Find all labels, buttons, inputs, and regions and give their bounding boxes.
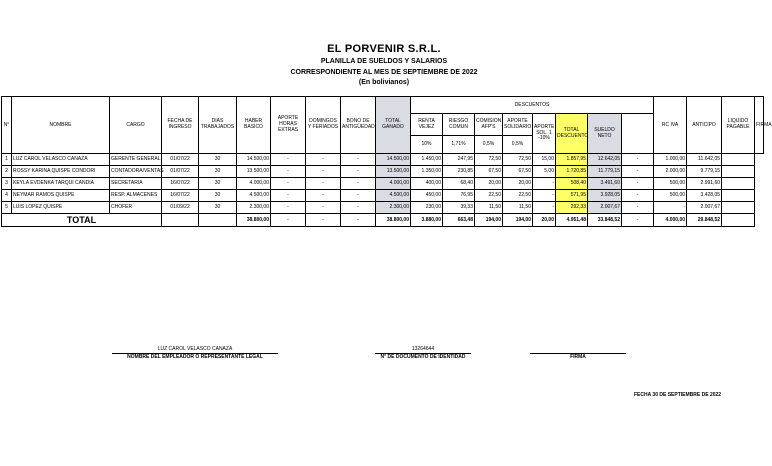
col-header-rc-iva: RC IVA [654,97,687,154]
document-currency: (En bolivianos) [358,79,410,86]
cell-n: 5 [2,202,12,214]
col-header-sueldo-neto: SUELDO NETO [588,114,622,154]
document-date: FECHA 30 DE SEPTIEMBRE DE 2022 [634,392,722,398]
document-title: PLANILLA DE SUELDOS Y SALARIOS [320,58,448,65]
total-rciva: - [622,214,654,227]
cell-sol-nac: - [533,178,556,190]
table-row [2,178,764,190]
col-header-antiguedad: BONO DE ANTIGÜEDAD [341,97,376,154]
cell-neto: 12.642,05 [588,154,622,166]
cell-haber: 14.500,00 [237,154,271,166]
empty-cell [722,214,755,227]
ci-value: 13264644 [411,346,435,352]
table-row [2,202,764,214]
cell-bono: - [341,202,376,214]
total-bono: - [341,214,376,227]
cell-nombre: LUIS LOPEZ QUISPE [12,202,110,214]
total-solidario: 194,00 [503,214,533,227]
col-header-descuentos: DESCUENTOS [411,97,654,114]
col-header-aporte-sol-nac: APORTE SOL. 1 -10% [533,114,556,154]
cell-renta: 1.350,00 [411,166,443,178]
col-header-riesgo-comun: RIESGO COMUN [443,114,475,136]
col-header-dominicales: DOMINGOS Y FERIADOS [306,97,341,154]
cell-renta: 230,00 [411,202,443,214]
cell-haber: 13.500,00 [237,166,271,178]
cell-neto: 3.491,60 [588,178,622,190]
cell-horas: - [271,202,306,214]
cell-cargo: RESP. ALMACENES [110,190,162,202]
cell-dias: 30 [199,154,237,166]
cell-sol-nac: 15,00 [533,154,556,166]
cell-haber: 4.500,00 [237,190,271,202]
cell-liquido: 2.007,67 [687,202,722,214]
col-header-n: N° [2,97,12,154]
cell-firma [722,178,755,190]
cell-solidario: 72,50 [503,154,533,166]
cell-renta: 400,00 [411,178,443,190]
total-total-desc: 4.951,48 [556,214,588,227]
cell-comision: 22,50 [475,190,503,202]
cell-fecha: 16/07/22 [162,178,199,190]
col-header-aporte-solidario: APORTE SOLIDARIO [503,114,533,136]
cell-renta: 450,00 [411,190,443,202]
cell-firma [722,202,755,214]
cell-dias: 30 [199,178,237,190]
cell-firma [722,166,755,178]
total-haber: 38.800,00 [237,214,271,227]
cell-dom: - [306,178,341,190]
col-header-cargo: CARGO [110,97,162,154]
cell-anticipo: 500,00 [654,190,687,202]
cell-fecha: 01/07/22 [162,154,199,166]
cell-solidario: 22,50 [503,190,533,202]
cell-total-ganado: 14.500,00 [376,154,411,166]
cell-anticipo: 1.000,00 [654,154,687,166]
col-header-horas-extras: APORTE HORAS EXTRAS [271,97,306,154]
cell-haber: 4.000,00 [237,178,271,190]
cell-n: 1 [2,154,12,166]
total-liquido: 29.848,52 [687,214,722,227]
cell-dom: - [306,202,341,214]
col-header-renta-vejez: RENTA VEJEZ [411,114,443,136]
cell-riesgo: 247,95 [443,154,475,166]
total-riesgo: 663,48 [443,214,475,227]
cell-total-ganado: 4.000,00 [376,178,411,190]
employer-label: NOMBRE DEL EMPLEADOR O REPRESENTANTE LEGAL [112,353,278,360]
cell-fecha: 01/09/22 [162,202,199,214]
totals-row [2,214,764,227]
cell-total-ganado: 4.500,00 [376,190,411,202]
cell-horas: - [271,154,306,166]
cell-bono: - [341,166,376,178]
cell-dias: 30 [199,190,237,202]
cell-nombre: ROSSY KARINA QUISPE CONDORI [12,166,110,178]
cell-liquido: 9.779,15 [687,166,722,178]
cell-anticipo: - [654,202,687,214]
cell-solidario: 67,50 [503,166,533,178]
ci-label: N° DE DOCUMENTO DE IDENTIDAD [375,353,471,360]
pct-riesgo: 1,71% [443,136,475,154]
cell-firma [722,190,755,202]
cell-comision: 11,50 [475,202,503,214]
empty-cell [199,214,237,227]
cell-riesgo: 68,40 [443,178,475,190]
table-row [2,154,764,166]
table-row [2,166,764,178]
col-header-fecha-ingreso: FECHA DE INGRESO [162,97,199,154]
cell-nombre: NEYMAR RAMOS QUISPE [12,190,110,202]
document-period: CORRESPONDIENTE AL MES DE SEPTIEMBRE DE 2022 [290,69,478,76]
cell-comision: 67,50 [475,166,503,178]
cell-total-ganado: 13.500,00 [376,166,411,178]
cell-liquido: 3.428,05 [687,190,722,202]
cell-riesgo: 39,33 [443,202,475,214]
total-horas: - [271,214,306,227]
col-header-total-ganado: TOTAL GANADO [376,97,411,154]
cell-rciva: - [622,202,654,214]
total-neto: 33.848,52 [588,214,622,227]
cell-bono: - [341,154,376,166]
cell-n: 3 [2,178,12,190]
firma-signature-block [530,346,626,360]
cell-comision: 20,00 [475,178,503,190]
col-header-total-descuento: TOTAL DESCUENTO [556,114,588,154]
cell-rciva: - [622,178,654,190]
cell-rciva: - [622,154,654,166]
col-header-liquido: LIQUIDO PAGABLE [722,97,755,154]
cell-total-desc: 292,33 [556,202,588,214]
cell-dias: 30 [199,202,237,214]
total-anticipo: 4.000,00 [654,214,687,227]
cell-cargo: CHOFER [110,202,162,214]
pct-solidario: 0,5% [503,136,533,154]
firma-label: FIRMA [530,353,626,360]
col-header-haber: HABER BASICO [237,97,271,154]
pct-renta: 10% [411,136,443,154]
cell-neto: 11.779,15 [588,166,622,178]
cell-rciva: - [622,166,654,178]
cell-horas: - [271,190,306,202]
table-row [2,190,764,202]
cell-riesgo: 76,95 [443,190,475,202]
cell-comision: 72,50 [475,154,503,166]
total-label: TOTAL [2,214,162,227]
cell-horas: - [271,178,306,190]
empty-cell [162,214,199,227]
cell-dias: 30 [199,166,237,178]
total-renta: 3.880,00 [411,214,443,227]
cell-liquido: 11.642,05 [687,154,722,166]
cell-haber: 2.300,00 [237,202,271,214]
payroll-table [1,96,772,227]
col-header-comision-afp: COMISION AFP'S [475,114,503,136]
cell-fecha: 01/07/22 [162,166,199,178]
total-comision: 194,00 [475,214,503,227]
cell-total-desc: 571,95 [556,190,588,202]
cell-neto: 2.007,67 [588,202,622,214]
col-header-anticipo: ANTICIPO [687,97,722,154]
cell-riesgo: 230,85 [443,166,475,178]
cell-total-desc: 1.857,95 [556,154,588,166]
cell-anticipo: 500,00 [654,178,687,190]
cell-firma [722,154,755,166]
cell-horas: - [271,166,306,178]
total-total-ganado: 38.800,00 [376,214,411,227]
cell-sol-nac: 5,00 [533,166,556,178]
cell-total-desc: 508,40 [556,178,588,190]
cell-renta: 1.450,00 [411,154,443,166]
col-header-nombre: NOMBRE [12,97,110,154]
cell-cargo: CONTADORA/VENTAS [110,166,162,178]
cell-cargo: SECRETARIA [110,178,162,190]
total-dom: - [306,214,341,227]
cell-sol-nac: - [533,190,556,202]
cell-anticipo: 2.000,00 [654,166,687,178]
cell-neto: 3.928,05 [588,190,622,202]
employer-signature-block [112,346,278,360]
ci-signature-block [375,346,471,360]
cell-nombre: KEYLA EVDENKA TARQUI CANDIA [12,178,110,190]
cell-total-ganado: 2.300,00 [376,202,411,214]
cell-liquido: 2.991,60 [687,178,722,190]
company-name: EL PORVENIR S.R.L. [327,43,441,55]
cell-sol-nac: - [533,202,556,214]
cell-n: 2 [2,166,12,178]
col-header-dias: DIAS TRABAJADOS [199,97,237,154]
cell-fecha: 16/07/22 [162,190,199,202]
cell-bono: - [341,190,376,202]
cell-solidario: 20,00 [503,178,533,190]
cell-dom: - [306,154,341,166]
col-header-firma: FIRMA [755,97,764,154]
cell-dom: - [306,166,341,178]
cell-dom: - [306,190,341,202]
employer-name: LUZ CAROL VELASCO CANAZA [157,346,233,352]
pct-comision: 0,5% [475,136,503,154]
cell-solidario: 11,50 [503,202,533,214]
cell-nombre: LUZ CAROL VELASCO CANAZA [12,154,110,166]
cell-total-desc: 1.720,85 [556,166,588,178]
cell-cargo: GERENTE GENERAL [110,154,162,166]
cell-rciva: - [622,190,654,202]
cell-bono: - [341,178,376,190]
total-sol-nac: 20,00 [533,214,556,227]
cell-n: 4 [2,190,12,202]
